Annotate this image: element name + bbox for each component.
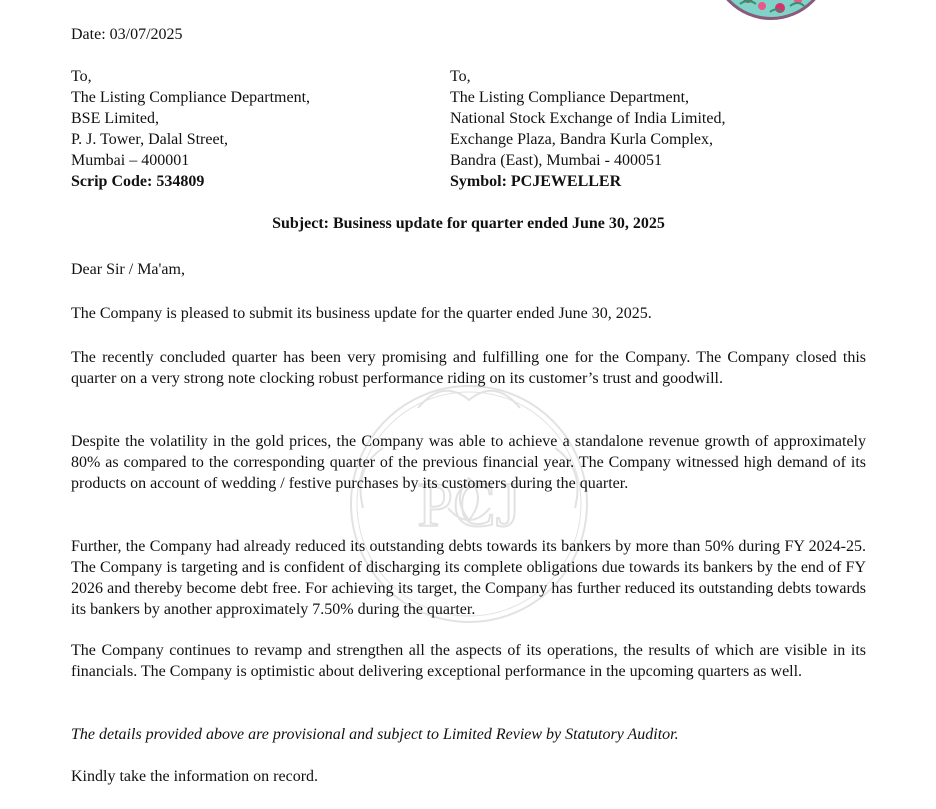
paragraph: The recently concluded quarter has been very promising and fulfilling one for the Company. The Company closed this quarter on a very strong note clocking robust performance riding on its customer’s trust and goodwill. bbox=[71, 349, 866, 387]
address-line: To, bbox=[450, 68, 471, 85]
paragraph: The Company is pleased to submit its business update for the quarter ended June 30, 2025. bbox=[71, 305, 652, 322]
address-line: Mumbai – 400001 bbox=[71, 152, 190, 169]
salutation: Dear Sir / Ma'am, bbox=[71, 261, 185, 278]
letter-date: Date: 03/07/2025 bbox=[71, 26, 183, 43]
address-line: Bandra (East), Mumbai - 400051 bbox=[450, 152, 662, 169]
nse-symbol: Symbol: PCJEWELLER bbox=[450, 173, 622, 190]
closing-line: Kindly take the information on record. bbox=[71, 768, 319, 785]
disclaimer: The details provided above are provisional and subject to Limited Review by Statutory Auditor. bbox=[71, 726, 679, 743]
paragraph: The Company continues to revamp and strengthen all the aspects of its operations, the results of which are visible in its financials. The Company is optimistic about delivering exceptional performance in the upcoming quarters as well. bbox=[71, 642, 866, 680]
address-line: The Listing Compliance Department, bbox=[71, 89, 311, 106]
address-bse bbox=[71, 66, 310, 192]
address-line: National Stock Exchange of India Limited, bbox=[450, 110, 726, 127]
address-line: The Listing Compliance Department, bbox=[450, 89, 690, 106]
letter-subject: Subject: Business update for quarter ended June 30, 2025 bbox=[272, 215, 665, 232]
paragraph: Despite the volatility in the gold prices, the Company was able to achieve a standalone revenue growth of approximately 80% as compared to the corresponding quarter of the previous financial year. The Company witnessed high demand of its products on account of wedding / festive purchases by its customers during the quarter. bbox=[71, 433, 866, 492]
address-nse bbox=[450, 66, 725, 192]
address-line: P. J. Tower, Dalal Street, bbox=[71, 131, 229, 148]
address-line: BSE Limited, bbox=[71, 110, 159, 127]
scrip-code: Scrip Code: 534809 bbox=[71, 173, 205, 190]
company-logo bbox=[700, 0, 842, 22]
paragraph: Further, the Company had already reduced its outstanding debts towards its bankers by more than 50% during FY 2024-25. The Company is targeting and is confident of discharging its complete obligations due towards its bankers by the end of FY 2026 and thereby become debt free. For achieving its target, the Company has further reduced its outstanding debts towards its bankers by another approximately 7.50% during the quarter. bbox=[71, 538, 866, 618]
watermark-text: PCJ bbox=[417, 469, 521, 540]
address-line: To, bbox=[71, 68, 92, 85]
address-line: Exchange Plaza, Bandra Kurla Complex, bbox=[450, 131, 714, 148]
